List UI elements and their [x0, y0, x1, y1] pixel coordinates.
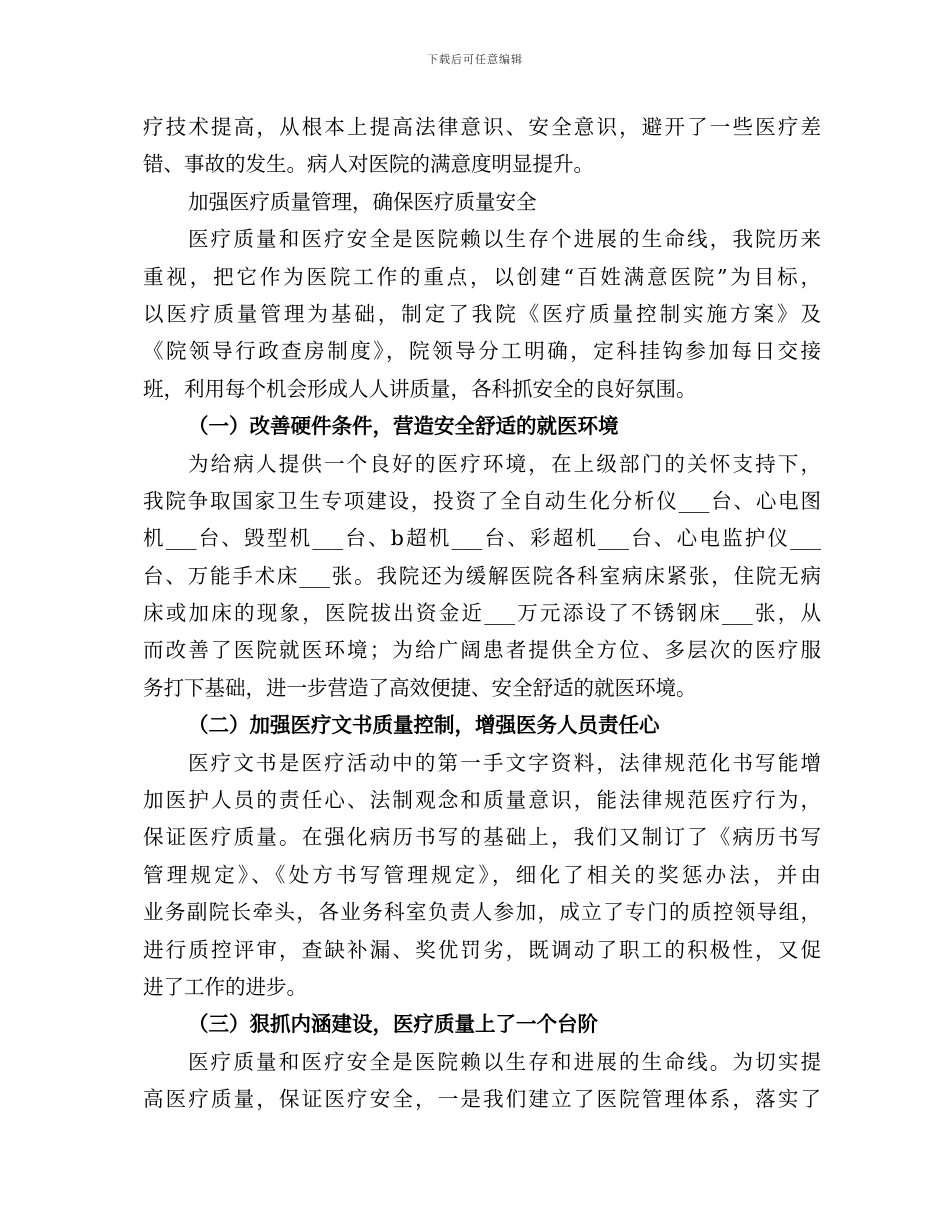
text-line: 务打下基础，进一步营造了高效便捷、安全舒适的就医环境。	[143, 675, 697, 700]
text-line: 保证医疗质量。在强化病历书写的基础上，我们又制订了《病历书写	[143, 825, 821, 850]
text-line: 《院领导行政查房制度》，院领导分工明确，定科挂钩参加每日交接	[143, 339, 821, 364]
text-line: 加医护人员的责任心、法制观念和质量意识，能法律规范医疗行为，	[143, 788, 821, 813]
subheading-1: （一）改善硬件条件，营造安全舒适的就医环境	[188, 414, 619, 439]
text-line: 进行质控评审，查缺补漏、奖优罚劣，既调动了职工的积极性，又促	[143, 937, 821, 962]
subheading-2: （二）加强医疗文书质量控制，增强医务人员责任心	[188, 713, 660, 738]
text-line: 进了工作的进步。	[143, 974, 307, 999]
text-line: 床或加床的现象，医院拔出资金近___万元添设了不锈钢床___张，从	[143, 601, 821, 626]
text-line: 重视，把它作为医院工作的重点，以创建“百姓满意医院”为目标，	[143, 264, 821, 289]
section-title: 加强医疗质量管理，确保医疗质量安全	[188, 189, 537, 214]
text-line: 我院争取国家卫生专项建设，投资了全自动生化分析仪___台、心电图	[143, 488, 821, 513]
paragraph-first-line: 医疗质量和医疗安全是医院赖以生存个进展的生命线，我院历来	[188, 227, 821, 252]
document-body	[143, 109, 821, 1119]
paragraph-first-line: 医疗文书是医疗活动中的第一手文字资料，法律规范化书写能增	[188, 750, 821, 775]
text-line: 疗技术提高，从根本上提高法律意识、安全意识，避开了一些医疗差	[143, 115, 821, 139]
text-line: 管理规定》、《处方书写管理规定》，细化了相关的奖惩办法，并由	[143, 862, 821, 887]
paragraph-first-line: 医疗质量和医疗安全是医院赖以生存和进展的生命线。为切实提	[188, 1049, 821, 1074]
text-line: 错、事故的发生。病人对医院的满意度明显提升。	[143, 152, 594, 177]
text-line: 而改善了医院就医环境；为给广阔患者提供全方位、多层次的医疗服	[143, 638, 821, 663]
text-line: 机___台、毁型机___台、b超机___台、彩超机___台、心电监护仪___	[143, 526, 821, 551]
text-line: 业务副院长牵头，各业务科室负责人参加，成立了专门的质控领导组，	[143, 900, 821, 925]
page-header-note: 下载后可任意编辑	[427, 53, 523, 66]
text-line: 高医疗质量，保证医疗安全，一是我们建立了医院管理体系，落实了	[143, 1087, 821, 1112]
text-line: 台、万能手术床___张。我院还为缓解医院各科室病床紧张，住院无病	[143, 563, 821, 588]
text-line: 班，利用每个机会形成人人讲质量，各科抓安全的良好氛围。	[143, 376, 697, 401]
paragraph-first-line: 为给病人提供一个良好的医疗环境，在上级部门的关怀支持下，	[188, 451, 821, 476]
subheading-3: （三）狠抓内涵建设，医疗质量上了一个台阶	[188, 1012, 598, 1037]
text-line: 以医疗质量管理为基础，制定了我院《医疗质量控制实施方案》及	[143, 301, 821, 326]
